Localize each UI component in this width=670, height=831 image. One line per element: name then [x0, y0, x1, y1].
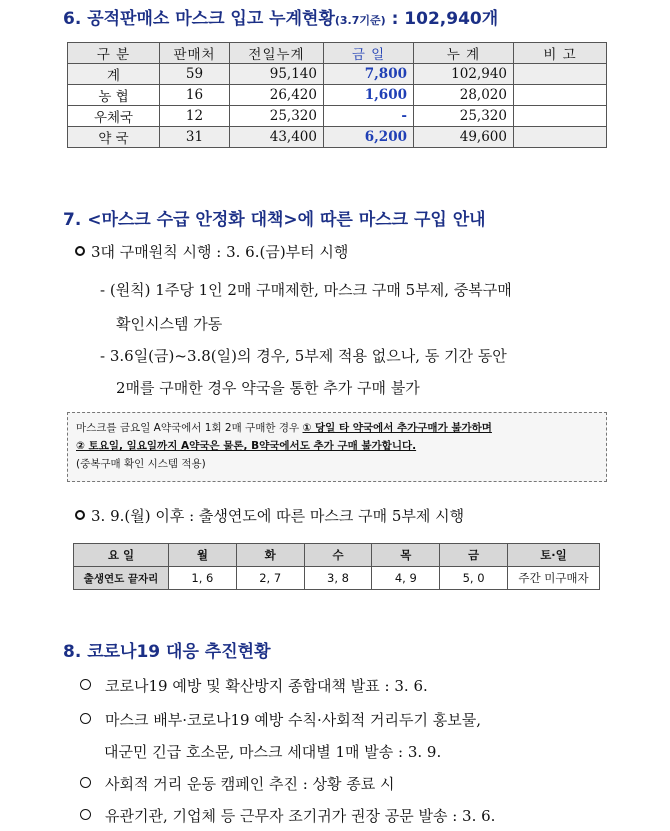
schedule-header-row [74, 544, 600, 567]
cell-stores: 16 [160, 85, 230, 106]
list-item [80, 709, 481, 730]
circle-bullet-icon [75, 246, 85, 256]
schedule-row [74, 567, 600, 590]
row-birth-year-label: 출생연도 끝자리 [74, 567, 169, 590]
cell-total: 28,020 [414, 85, 514, 106]
circle-bullet-icon [75, 510, 85, 520]
table-row [68, 85, 607, 106]
list-item-continuation: 대군민 긴급 호소문, 마스크 세대별 1매 발송 : 3. 9. [104, 743, 442, 761]
cell-total: 25,320 [414, 106, 514, 127]
circle-bullet-icon [80, 713, 91, 724]
list-item-text: 코로나19 예방 및 확산방지 종합대책 발표 : 3. 6. [105, 677, 428, 695]
example-note-box [67, 412, 607, 482]
table-row [68, 64, 607, 85]
five-day-rule-text: 3. 9.(월) 이후 : 출생연도에 따른 마스크 구매 5부제 시행 [91, 507, 465, 525]
section6-title-main: 6. 공적판매소 마스크 입고 누계현황 [63, 9, 335, 29]
row-label: 농 협 [68, 85, 160, 106]
list-item [80, 805, 495, 826]
list-item-text: 유관기관, 기업체 등 근무자 조기귀가 권장 공문 발송 : 3. 6. [105, 807, 496, 825]
col-category: 구 분 [68, 43, 160, 64]
col-day: 요 일 [74, 544, 169, 567]
box-line2-bold: ② 토요일, 일요일까지 A약국은 물론, B약국에서도 추가 구매 불가합니다. [76, 440, 417, 452]
cell-today: 1,600 [324, 85, 414, 106]
purchase-rule-text: 3대 구매원칙 시행 : 3. 6.(금)부터 시행 [91, 243, 349, 261]
purchase-rule-point [75, 241, 348, 262]
rule-dash2-line1: - 3.6일(금)~3.8(일)의 경우, 5부제 적용 없으나, 동 기간 동안 [100, 347, 507, 365]
col-today: 금 일 [324, 43, 414, 64]
col-note: 비 고 [514, 43, 607, 64]
cell-prev: 43,400 [230, 127, 324, 148]
list-item [80, 773, 395, 794]
col-total: 누 계 [414, 43, 514, 64]
cell-stores: 31 [160, 127, 230, 148]
five-day-rule-point [75, 505, 464, 526]
box-line2 [76, 437, 598, 455]
col-wed: 수 [304, 544, 372, 567]
col-tue: 화 [236, 544, 304, 567]
section8-title: 8. 코로나19 대응 추진현황 [63, 642, 271, 662]
cell-weekend: 주간 미구매자 [508, 567, 600, 590]
box-line1 [76, 419, 598, 437]
cell-mon: 1, 6 [169, 567, 237, 590]
cell-prev: 25,320 [230, 106, 324, 127]
col-fri: 금 [440, 544, 508, 567]
circle-bullet-icon [80, 777, 91, 788]
cell-note [514, 64, 607, 85]
col-prev-total: 전일누계 [230, 43, 324, 64]
box-line1-bold: ① 당일 타 약국에서 추가구매가 불가하며 [302, 422, 492, 434]
section6-title-date: (3.7기준) [334, 14, 386, 27]
row-label: 우체국 [68, 106, 160, 127]
cell-prev: 95,140 [230, 64, 324, 85]
row-label: 약 국 [68, 127, 160, 148]
cell-prev: 26,420 [230, 85, 324, 106]
rule-dash1-line1: - (원칙) 1주당 1인 2매 구매제한, 마스크 구매 5부제, 중복구매 [100, 281, 512, 299]
section6-title [63, 4, 498, 29]
rule-dash1-line2: 확인시스템 가동 [116, 315, 223, 333]
section7-title: 7. <마스크 수급 안정화 대책>에 따른 마스크 구입 안내 [63, 210, 486, 230]
cell-today: 6,200 [324, 127, 414, 148]
list-item-text: 마스크 배부·코로나19 예방 수칙·사회적 거리두기 홍보물, [105, 711, 482, 729]
cell-today: - [324, 106, 414, 127]
cell-note [514, 127, 607, 148]
cell-stores: 59 [160, 64, 230, 85]
cell-today: 7,800 [324, 64, 414, 85]
list-item-text: 사회적 거리 운동 캠페인 추진 : 상황 종료 시 [105, 775, 395, 793]
table-row [68, 106, 607, 127]
col-weekend: 토·일 [508, 544, 600, 567]
five-day-schedule-table [73, 543, 600, 590]
rule-dash2-line2: 2매를 구매한 경우 약국을 통한 추가 구매 불가 [116, 379, 420, 397]
list-item [80, 675, 428, 696]
cell-tue: 2, 7 [236, 567, 304, 590]
cell-total: 102,940 [414, 64, 514, 85]
col-mon: 월 [169, 544, 237, 567]
circle-bullet-icon [80, 679, 91, 690]
cell-fri: 5, 0 [440, 567, 508, 590]
table-row [68, 127, 607, 148]
section6-title-total: : 102,940개 [385, 9, 499, 29]
box-line1-plain: 마스크를 금요일 A약국에서 1회 2매 구매한 경우 [76, 422, 303, 434]
col-thu: 목 [372, 544, 440, 567]
col-stores: 판매처 [160, 43, 230, 64]
cell-total: 49,600 [414, 127, 514, 148]
table-header-row [68, 43, 607, 64]
cell-stores: 12 [160, 106, 230, 127]
circle-bullet-icon [80, 809, 91, 820]
cell-note [514, 85, 607, 106]
cell-note [514, 106, 607, 127]
mask-stock-table [67, 42, 607, 148]
row-label: 계 [68, 64, 160, 85]
cell-wed: 3, 8 [304, 567, 372, 590]
box-line3: (중복구매 확인 시스템 적용) [76, 458, 206, 470]
cell-thu: 4, 9 [372, 567, 440, 590]
